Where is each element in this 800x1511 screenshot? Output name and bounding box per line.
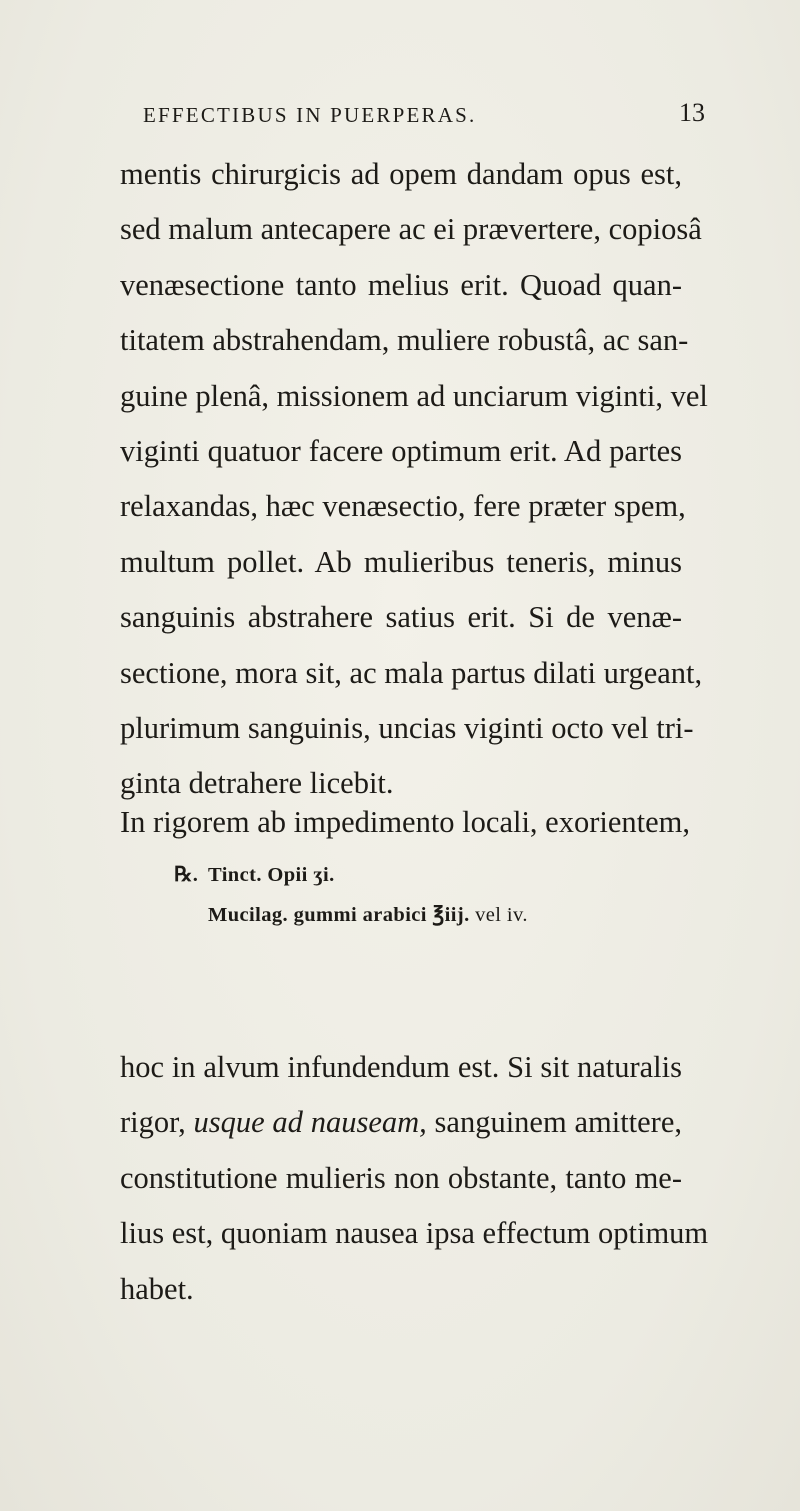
paragraph-1	[120, 147, 708, 812]
recipe-line-1	[174, 855, 335, 895]
text-line: titatem abstrahendam, muliere robustâ, ac san-	[120, 323, 689, 358]
recipe-line-2	[208, 895, 528, 935]
text-line: lius est, quoniam nausea ipsa effectum optimum	[120, 1216, 709, 1251]
recipe-ingredient-1: Tinct. Opii ʒi.	[208, 864, 335, 886]
recipe-symbol: ℞.	[174, 864, 199, 886]
paragraph-2	[120, 795, 690, 850]
recipe-ingredient-2: Mucilag. gummi arabici ℥iij.	[208, 904, 470, 926]
text-line: habet.	[120, 1271, 194, 1306]
text-line: viginti quatuor facere optimum erit. Ad partes	[120, 434, 682, 469]
text-line: sed malum antecapere ac ei prævertere, copiosâ	[120, 212, 702, 247]
page-number: 13	[679, 98, 705, 127]
text-line: ginta detrahere licebit.	[120, 766, 394, 801]
text-segment: rigor,	[120, 1105, 186, 1140]
text-line: sanguinis abstrahere satius erit. Si de venæ-	[120, 600, 682, 635]
text-line: relaxandas, hæc venæsectio, fere præter spem,	[120, 489, 686, 524]
text-line: hoc in alvum infundendum est. Si sit naturalis	[120, 1050, 682, 1084]
text-line: mentis chirurgicis ad opem dandam opus est,	[120, 157, 682, 191]
paragraph-3	[120, 1040, 709, 1317]
text-line: In rigorem ab impedimento locali, exorientem,	[120, 805, 690, 839]
text-line: constitutione mulieris non obstante, tanto me-	[120, 1160, 682, 1195]
italic-phrase: usque ad nauseam,	[193, 1105, 427, 1140]
recipe-alternative: vel iv.	[475, 904, 528, 926]
text-segment: sanguinem amittere,	[434, 1105, 683, 1140]
running-head: EFFECTIBUS IN PUERPERAS.	[143, 103, 477, 127]
text-line: sectione, mora sit, ac mala partus dilati urgeant,	[120, 655, 703, 690]
text-line: multum pollet. Ab mulieribus teneris, minus	[120, 544, 682, 579]
text-line	[120, 1095, 682, 1150]
text-line: guine plenâ, missionem ad unciarum viginti, vel	[120, 378, 708, 413]
text-line: plurimum sanguinis, uncias viginti octo vel tri-	[120, 711, 694, 746]
text-line: venæsectione tanto melius erit. Quoad quan-	[120, 267, 682, 302]
